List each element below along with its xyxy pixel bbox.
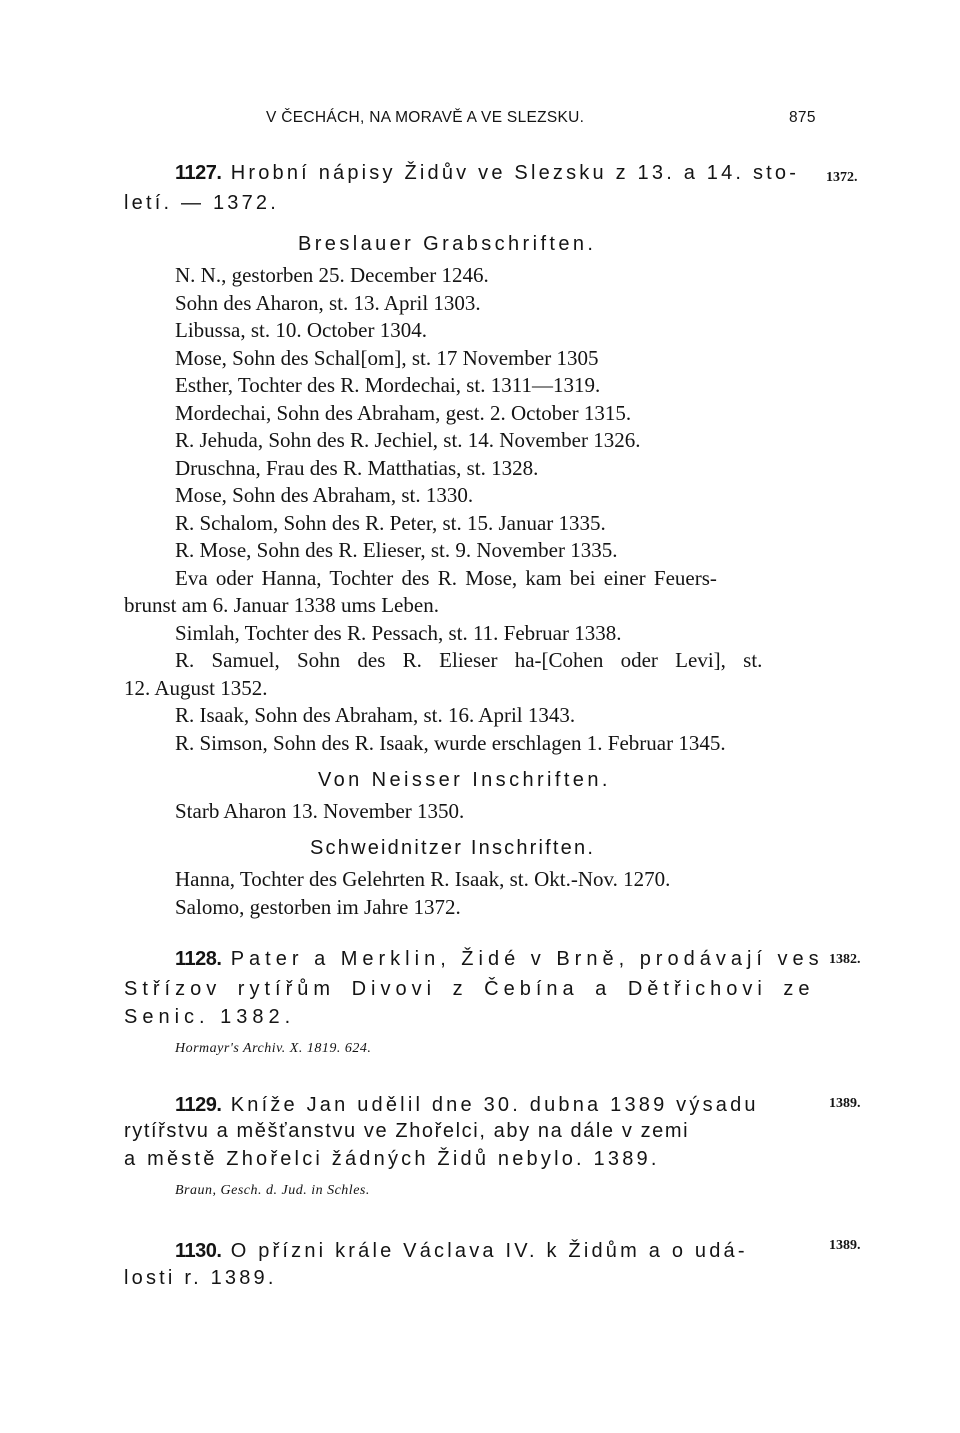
entry-title-line	[175, 158, 799, 187]
entry-title-line: letí. — 1372.	[124, 192, 279, 214]
inscription-line: R. Samuel, Sohn des R. Elieser ha-[Cohen oder Levi], st.	[175, 648, 763, 672]
margin-date: 1389.	[829, 1238, 861, 1253]
page-number: 875	[789, 109, 816, 126]
source-citation: Braun, Gesch. d. Jud. in Schles.	[175, 1183, 370, 1198]
entry-title-line: losti r. 1389.	[124, 1267, 277, 1289]
subheading-neisse: Von Neisser Inschriften.	[318, 769, 611, 791]
running-title: V ČECHÁCH, NA MORAVĚ A VE SLEZSKU.	[266, 109, 585, 126]
inscription-line: Druschna, Frau des R. Matthatias, st. 1328.	[175, 456, 539, 480]
margin-date: 1382.	[829, 952, 861, 967]
inscription-line: Sohn des Aharon, st. 13. April 1303.	[175, 291, 481, 315]
inscription-line: Starb Aharon 13. November 1350.	[175, 799, 465, 823]
margin-date: 1389.	[829, 1096, 861, 1111]
inscription-line: R. Isaak, Sohn des Abraham, st. 16. April 1343.	[175, 703, 576, 727]
entry-number: 1128.	[175, 948, 222, 970]
entry-title-line: rytířstvu a měšťanstvu ve Zhořelci, aby na dále v zemi	[124, 1120, 690, 1142]
source-citation: Hormayr's Archiv. X. 1819. 624.	[175, 1041, 372, 1056]
entry-title-line: a městě Zhořelci žádných Židů nebylo. 1389.	[124, 1148, 660, 1170]
margin-date: 1372.	[826, 170, 858, 185]
inscription-line: R. Jehuda, Sohn des R. Jechiel, st. 14. November 1326.	[175, 428, 641, 452]
inscription-line: R. Mose, Sohn des R. Elieser, st. 9. November 1335.	[175, 538, 618, 562]
inscription-line: Simlah, Tochter des R. Pessach, st. 11. Februar 1338.	[175, 621, 622, 645]
inscription-line: brunst am 6. Januar 1338 ums Leben.	[124, 593, 439, 617]
entry-title-text: Hrobní nápisy Židův ve Slezsku z 13. a 14. sto-	[230, 162, 800, 184]
entry-number: 1130.	[175, 1240, 222, 1262]
inscription-line: Libussa, st. 10. October 1304.	[175, 318, 427, 342]
inscription-line: Salomo, gestorben im Jahre 1372.	[175, 895, 461, 919]
subheading-breslau: Breslauer Grabschriften.	[298, 233, 597, 255]
inscription-line: R. Simson, Sohn des R. Isaak, wurde erschlagen 1. Februar 1345.	[175, 731, 726, 755]
inscription-line: Mordechai, Sohn des Abraham, gest. 2. October 1315.	[175, 401, 632, 425]
entry-title-line	[175, 944, 824, 973]
inscription-line: Hanna, Tochter des Gelehrten R. Isaak, st. Okt.-Nov. 1270.	[175, 867, 671, 891]
entry-number: 1127.	[175, 162, 222, 184]
entry-number: 1129.	[175, 1094, 222, 1116]
entry-title-text: Pater a Merklin, Židé v Brně, prodávají ves	[230, 948, 824, 970]
inscription-line: Mose, Sohn des Schal[om], st. 17 November 1305	[175, 346, 599, 370]
entry-title-text: Kníže Jan udělil dne 30. dubna 1389 výsadu	[230, 1094, 759, 1116]
entry-title-text: O přízni krále Václava IV. k Židům a o udá-	[230, 1240, 748, 1262]
inscription-line: N. N., gestorben 25. December 1246.	[175, 263, 489, 287]
inscription-line: R. Schalom, Sohn des R. Peter, st. 15. Januar 1335.	[175, 511, 606, 535]
subheading-schweidnitz: Schweidnitzer Inschriften.	[310, 837, 596, 859]
entry-title-line: Senic. 1382.	[124, 1006, 296, 1028]
entry-title-line	[175, 1236, 748, 1265]
inscription-line: 12. August 1352.	[124, 676, 268, 700]
inscription-line: Esther, Tochter des R. Mordechai, st. 1311—1319.	[175, 373, 601, 397]
inscription-line: Mose, Sohn des Abraham, st. 1330.	[175, 483, 474, 507]
entry-title-line: Střízov rytířům Divovi z Čebína a Dětřichovi ze	[124, 978, 815, 1000]
entry-title-line	[175, 1090, 759, 1119]
inscription-line: Eva oder Hanna, Tochter des R. Mose, kam bei einer Feuers-	[175, 566, 717, 590]
